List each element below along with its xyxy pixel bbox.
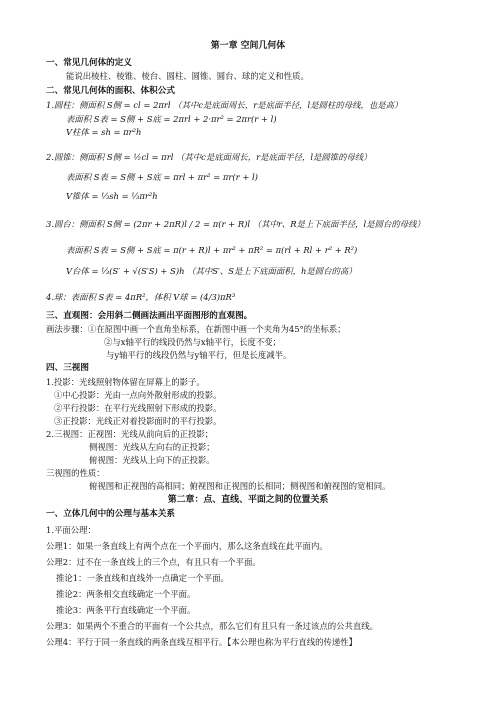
cylinder-lateral-area: 1.圆柱：侧面积 S侧 = cl = 2πrl （其中c是底面周长，r是底面半径，l是圆柱的母线，也是高） [46,100,403,110]
section-formulas-heading: 二、常见几何体的面积、体积公式 [46,86,175,96]
three-views-side: 侧视图：光线从左向右的正投影； [89,442,215,452]
chapter-2-title: 第二章：点、直线、平面之间的位置关系 [167,495,329,505]
three-views-properties-label: 三视图的性质： [46,468,105,478]
cylinder-volume: V柱体 = sh = πr²h [66,127,142,137]
cone-surface-area: 表面积 S表 = S侧 + S底 = πrl + πr² = πr(r + l) [66,172,258,182]
frustum-volume: V台体 = ⅓(S′ + √(S′S) + S)h （其中S′、S是上下底面面积，h是圆台的高） [66,266,357,276]
axiom-2: 公理2：过不在一条直线上的三个点，有且只有一个平面。 [46,557,261,567]
section-oblique-drawing-heading: 三、直观图：会用斜二侧画法画出平面图形的直观图。 [46,311,253,321]
sphere-formulas: 4.球：表面积 S表 = 4πR²，体积 V球 = (4/3)πR³ [46,292,236,302]
cone-lateral-area: 2.圆锥：侧面积 S侧 = ½cl = πrl （其中c是底面周长，r是底面半径，l是圆锥的母线） [46,152,372,162]
definitions-text: 能说出棱柱、棱锥、棱台、圆柱、圆锥、圆台、球的定义和性质。 [66,71,309,81]
three-views-properties: 俯视图和正视图的高相同；俯视图和正视图的长相同；侧视图和俯视图的宽相同。 [89,481,391,491]
projection-definition: 1.投影：光线照射物体留在屏幕上的影子。 [46,377,205,387]
plane-axioms-label: 1.平面公理： [46,525,96,535]
frustum-lateral-area: 3.圆台：侧面积 S侧 = (2πr + 2πR)l / 2 = π(r + R)l （其中r、R是上下底面半径，l是圆台的母线） [46,219,425,229]
central-projection: ①中心投影：光由一点向外散射形成的投影。 [54,390,222,400]
axiom-1: 公理1：如果一条直线上有两个点在一个平面内，那么这条直线在此平面内。 [46,541,328,551]
drawing-steps: 画法步骤：①在原图中画一个直角坐标系，在新图中画一个夹角为45°的坐标系； [46,324,346,334]
corollary-1: 推论1：一条直线和直线外一点确定一个平面。 [56,573,229,583]
section-definitions-heading: 一、常见几何体的定义 [46,58,132,68]
axiom-4: 公理4：平行于同一条直线的两条直线互相平行。【本公理也称为平行直线的传递性】 [46,637,358,647]
corollary-3: 推论3：两条平行直线确定一个平面。 [56,605,196,615]
section-axioms-heading: 一、立体几何中的公理与基本关系 [46,509,175,519]
section-three-views-heading: 四、三视图 [46,363,89,373]
drawing-step-3: 与y轴平行的线段仍然与y轴平行，但是长度减半。 [106,350,292,360]
three-views-top: 俯视图：光线从上向下的正投影。 [89,455,215,465]
cylinder-surface-area: 表面积 S表 = S侧 + S底 = 2πrl + 2·πr² = 2πr(r + l) [66,114,277,124]
cone-volume: V锥体 = ⅓sh = ⅓πr²h [66,191,158,201]
parallel-projection: ②平行投影：在平行光线照射下形成的投影。 [54,403,222,413]
axiom-3: 公理3：如果两个不重合的平面有一个公共点，那么它们有且只有一条过该点的公共直线。 [46,621,378,631]
orthographic-projection: ③正投影：光线正对着投影面时的平行投影。 [54,416,222,426]
corollary-2: 推论2：两条相交直线确定一个平面。 [56,589,196,599]
drawing-step-2: ②与x轴平行的线段仍然与x轴平行，长度不变； [104,337,281,347]
frustum-surface-area: 表面积 S表 = S侧 + S底 = π(r + R)l + πr² + πR² = π(rl + Rl + r² + R²) [66,245,358,255]
three-views-front: 2.三视图：正视图：光线从前向后的正投影； [46,429,214,439]
chapter-1-title: 第一章 空间几何体 [210,41,286,51]
